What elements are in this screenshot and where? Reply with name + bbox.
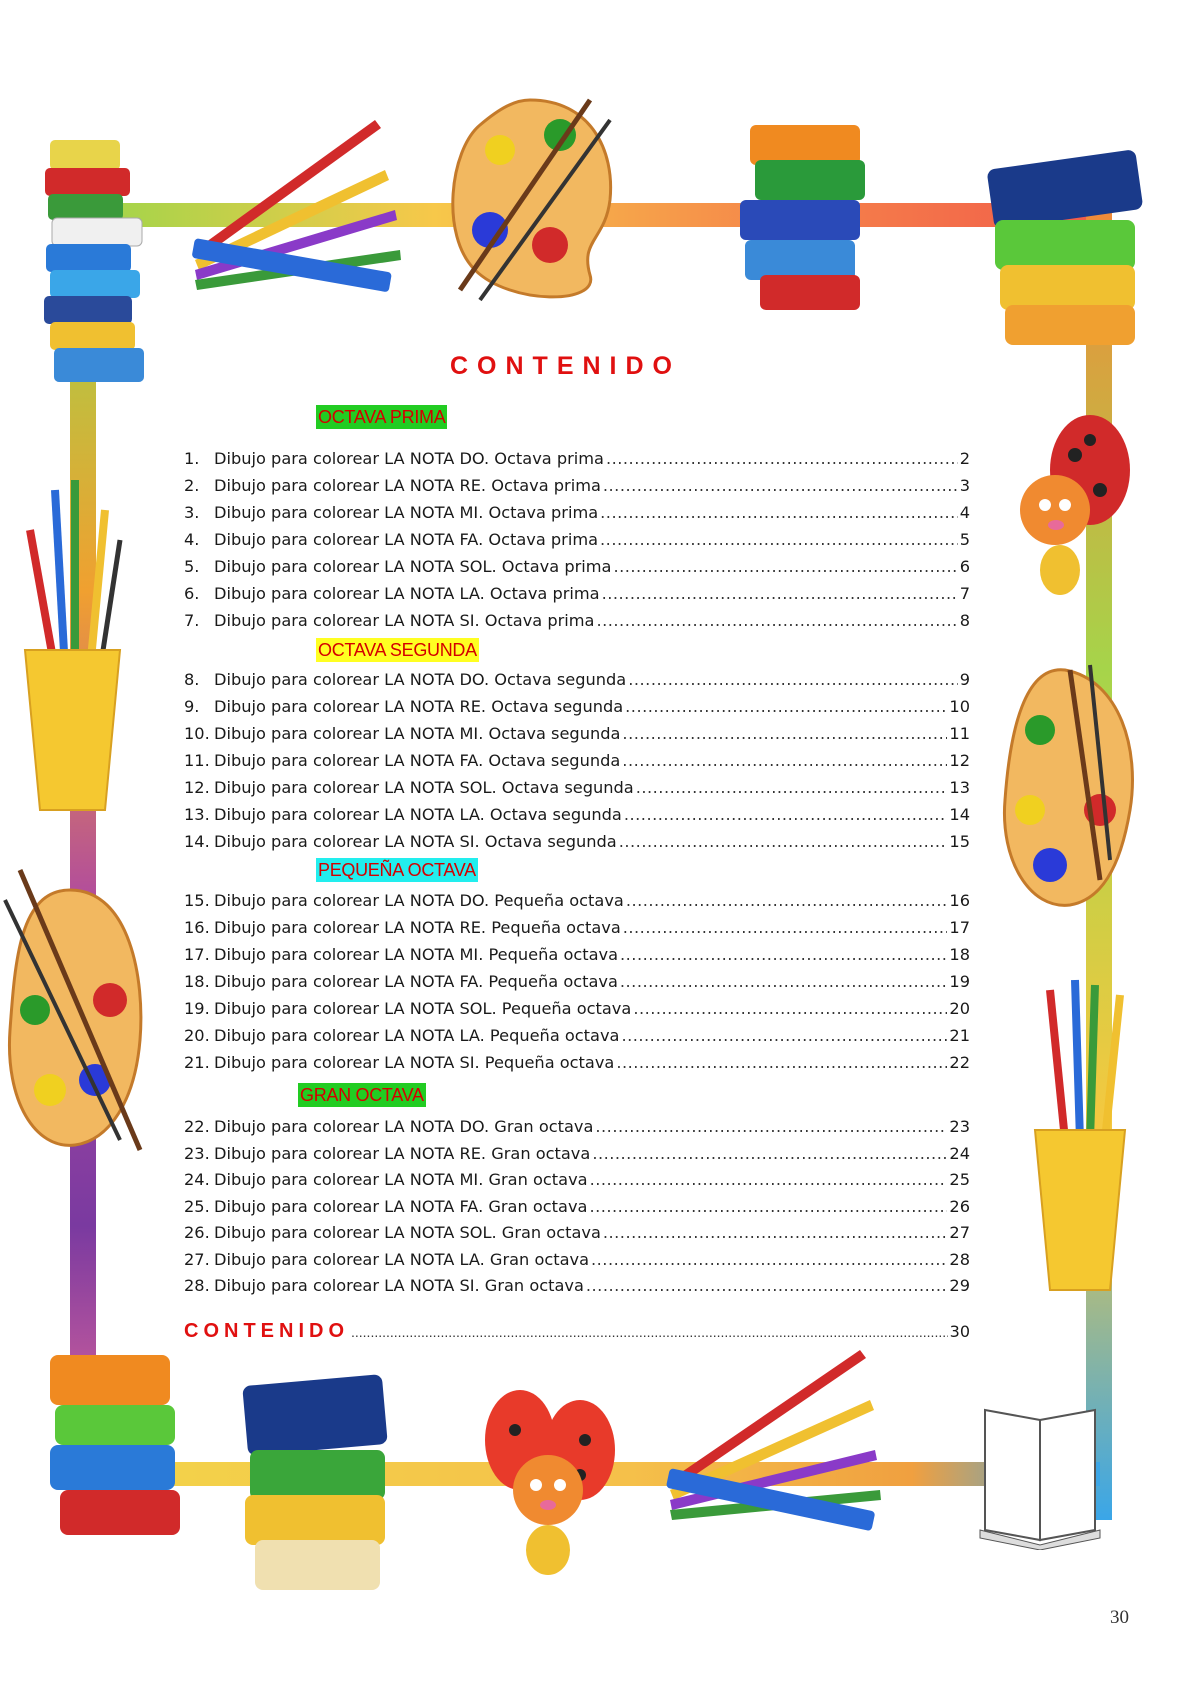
toc-entry[interactable]: 25. Dibujo para colorear LA NOTA FA. Gran octava ..... 26 [184,1196,970,1218]
toc-entry[interactable]: 14. Dibujo para colorear LA NOTA SI. Octava segunda ..... 15 [184,831,970,853]
page-title: CONTENIDO [450,352,681,380]
toc-entry[interactable]: 19. Dibujo para colorear LA NOTA SOL. Pequeña octava ..... 20 [184,998,970,1020]
page-number: 30 [1110,1607,1129,1628]
toc-entry[interactable]: 21. Dibujo para colorear LA NOTA SI. Pequeña octava ..... 22 [184,1052,970,1074]
toc-entry[interactable]: 26. Dibujo para colorear LA NOTA SOL. Gran octava ..... 27 [184,1222,970,1244]
section-heading-pequena-octava: PEQUEÑA OCTAVA [318,860,476,880]
toc-entry[interactable]: 9. Dibujo para colorear LA NOTA RE. Octava segunda ..... 10 [184,696,970,718]
toc-entry[interactable]: 6. Dibujo para colorear LA NOTA LA. Octava prima ..... 7 [184,583,970,605]
toc-entry[interactable]: 11. Dibujo para colorear LA NOTA FA. Octava segunda ..... 12 [184,750,970,772]
toc-entry[interactable]: 12. Dibujo para colorear LA NOTA SOL. Octava segunda ..... 13 [184,777,970,799]
toc-entry[interactable]: 7. Dibujo para colorear LA NOTA SI. Octava prima ..... 8 [184,610,970,632]
toc-entry[interactable]: 4. Dibujo para colorear LA NOTA FA. Octava prima ..... 5 [184,529,970,551]
toc-entry[interactable]: 20. Dibujo para colorear LA NOTA LA. Pequeña octava ..... 21 [184,1025,970,1047]
toc-entry[interactable]: 2. Dibujo para colorear LA NOTA RE. Octava prima ..... 3 [184,475,970,497]
toc-entry[interactable]: 23. Dibujo para colorear LA NOTA RE. Gran octava ..... 24 [184,1143,970,1165]
toc-entry[interactable]: 27. Dibujo para colorear LA NOTA LA. Gran octava ..... 28 [184,1249,970,1271]
toc-entry-contenido[interactable]: CONTENIDO ..... 30 [184,1319,970,1344]
toc-entry[interactable]: 28. Dibujo para colorear LA NOTA SI. Gran octava ..... 29 [184,1275,970,1297]
toc-entry[interactable]: 8. Dibujo para colorear LA NOTA DO. Octava segunda ..... 9 [184,669,970,691]
toc-entry[interactable]: 17. Dibujo para colorear LA NOTA MI. Pequeña octava ..... 18 [184,944,970,966]
toc-entry[interactable]: 10. Dibujo para colorear LA NOTA MI. Octava segunda ..... 11 [184,723,970,745]
toc-entry[interactable]: 18. Dibujo para colorear LA NOTA FA. Pequeña octava ..... 19 [184,971,970,993]
toc-entry[interactable]: 22. Dibujo para colorear LA NOTA DO. Gran octava ..... 23 [184,1116,970,1138]
toc-entry[interactable]: 24. Dibujo para colorear LA NOTA MI. Gran octava ..... 25 [184,1169,970,1191]
toc-entry[interactable]: 16. Dibujo para colorear LA NOTA RE. Pequeña octava ..... 17 [184,917,970,939]
toc-entry[interactable]: 1. Dibujo para colorear LA NOTA DO. Octava prima ..... 2 [184,448,970,470]
toc-entry[interactable]: 5. Dibujo para colorear LA NOTA SOL. Octava prima ..... 6 [184,556,970,578]
section-heading-octava-prima: OCTAVA PRIMA [318,407,446,427]
toc-entry[interactable]: 15. Dibujo para colorear LA NOTA DO. Pequeña octava ..... 16 [184,890,970,912]
section-heading-octava-segunda: OCTAVA SEGUNDA [318,640,477,660]
toc-entry[interactable]: 3. Dibujo para colorear LA NOTA MI. Octava prima ..... 4 [184,502,970,524]
toc-entry[interactable]: 13. Dibujo para colorear LA NOTA LA. Octava segunda ..... 14 [184,804,970,826]
section-heading-gran-octava: GRAN OCTAVA [300,1085,424,1105]
